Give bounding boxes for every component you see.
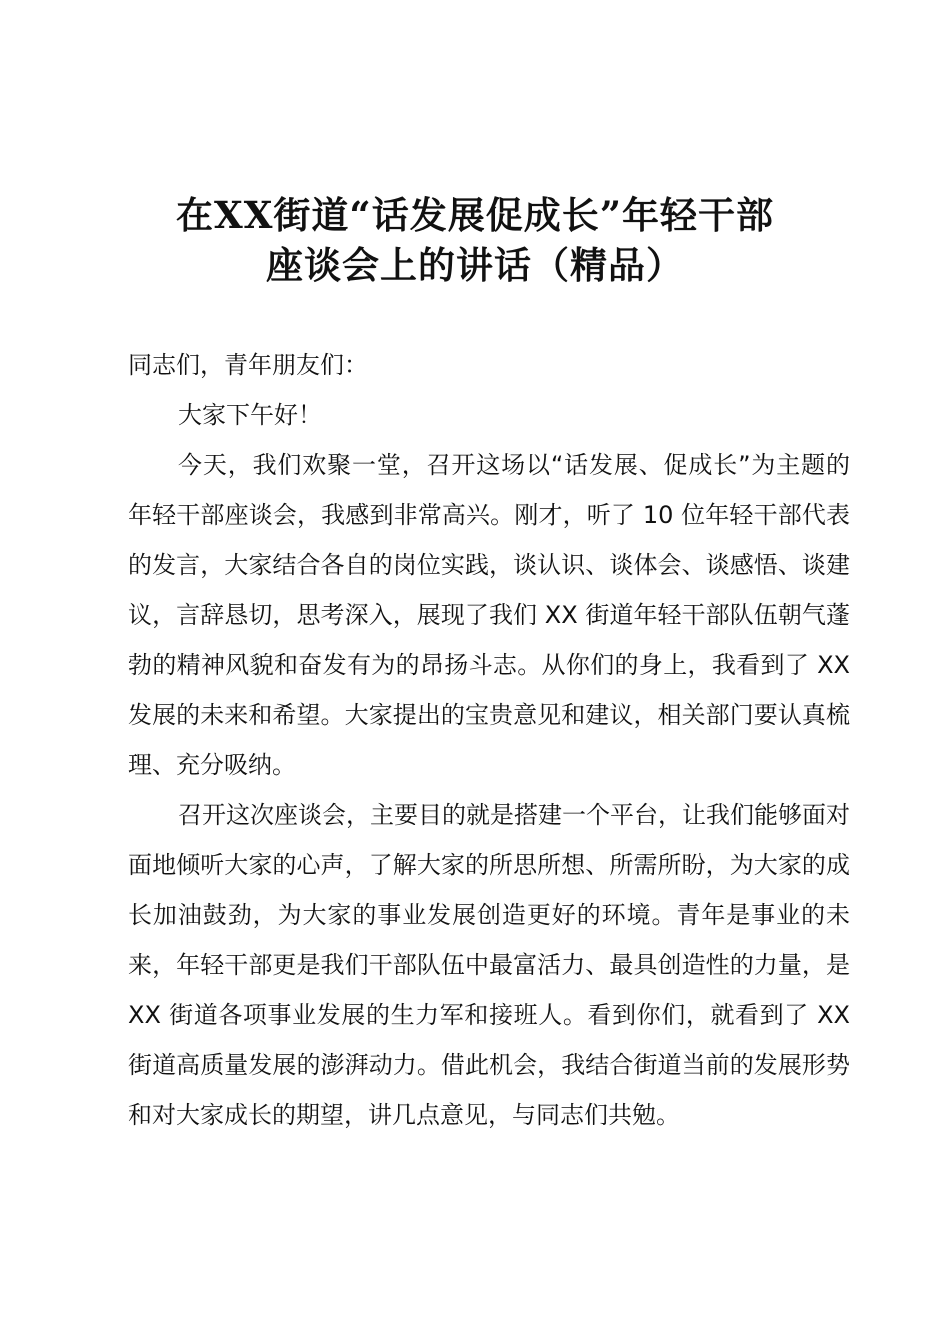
paragraph-greeting: 大家下午好！ <box>178 401 322 429</box>
salutation: 同志们，青年朋友们： <box>128 351 368 379</box>
title-line-2: 座谈会上的讲话（精品） <box>266 243 684 287</box>
paragraph-purpose: 召开这次座谈会，主要目的就是搭建一个平台，让我们能够面对面地倾听大家的心声，了解大家的所思所想、所需所盼，为大家的成长加油鼓劲，为大家的事业发展创造更好的环境。青年是事业的未来，年轻干部更是我们干部队伍中最富活力、最具创造性的力量，是 XX 街道各项事业发展的生力军和接班人。看到你们，就看到了 XX 街道高质量发展的澎湃动力。借此机会，我结合街道当前的发展形势和对大家成长的期望，讲几点意见，与同志们共勉。 <box>128 801 850 1129</box>
document-title <box>0 190 950 290</box>
title-line-1: 在XX街道“话发展促成长”年轻干部 <box>176 193 774 237</box>
paragraph-opening: 今天，我们欢聚一堂，召开这场以“话发展、促成长”为主题的年轻干部座谈会，我感到非常高兴。刚才，听了 10 位年轻干部代表的发言，大家结合各自的岗位实践，谈认识、谈体会、谈感悟、谈建议，言辞恳切，思考深入，展现了我们 XX 街道年轻干部队伍朝气蓬勃的精神风貌和奋发有为的昂扬斗志。从你们的身上，我看到了 XX 发展的未来和希望。大家提出的宝贵意见和建议，相关部门要认真梳理、充分吸纳。 <box>128 451 850 779</box>
document-body <box>128 340 850 1140</box>
